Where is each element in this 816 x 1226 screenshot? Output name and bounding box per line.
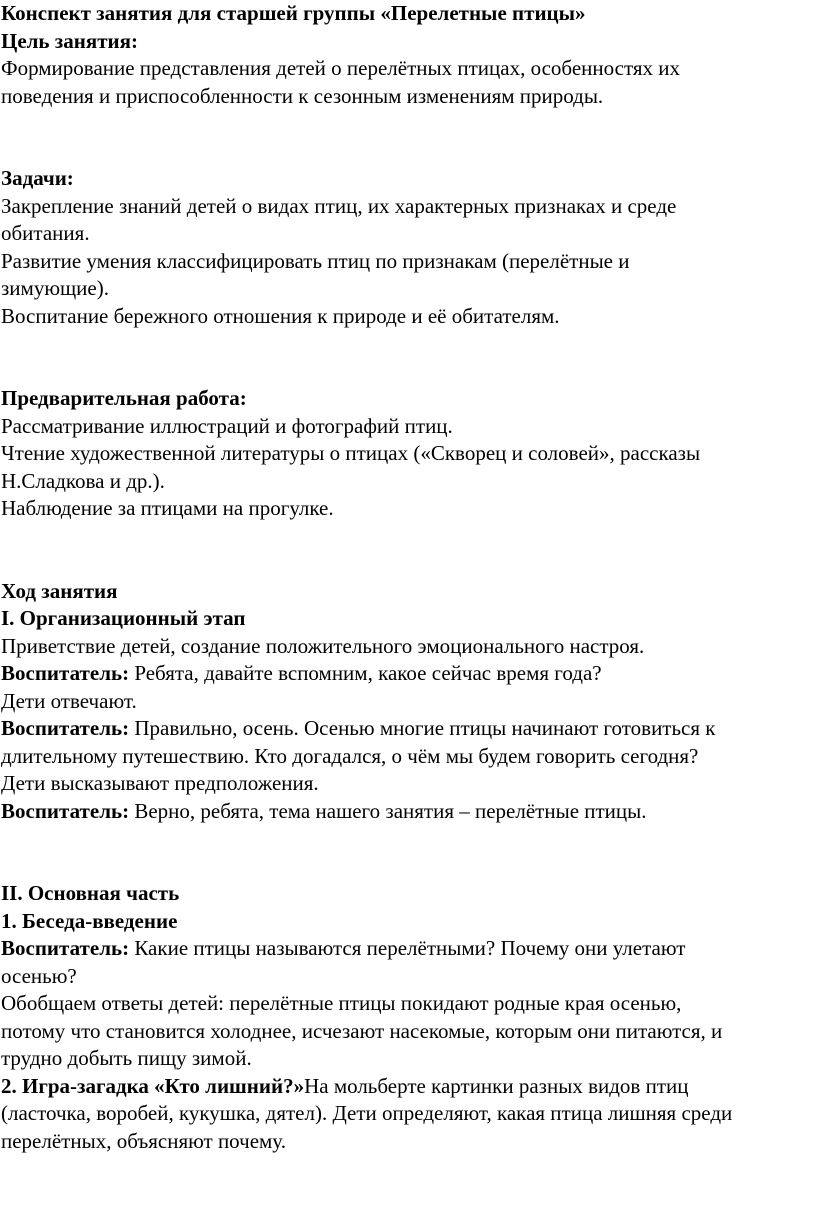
stage1-text-line: Приветствие детей, создание положительного эмоционального настроя. xyxy=(1,633,645,658)
speaker-label: Воспитатель: xyxy=(1,661,130,685)
stage1-text-line: длительному путешествию. Кто догадался, о чём мы будем говорить сегодня? xyxy=(1,743,699,768)
spacer xyxy=(1,825,813,880)
stage2-text-line: осенью? xyxy=(1,963,77,988)
tasks-heading: Задачи: xyxy=(1,166,74,190)
tasks-text-line: Воспитание бережного отношения к природе и её обитателям. xyxy=(1,303,560,328)
dialogue-text: Правильно, осень. Осенью многие птицы начинают готовиться к xyxy=(129,716,716,740)
prep-text-line: Н.Сладкова и др.). xyxy=(1,468,165,493)
prep-text-line: Чтение художественной литературы о птицах («Скворец и соловей», рассказы xyxy=(1,441,701,465)
goal-text-line: поведения и приспособленности к сезонным изменениям природы. xyxy=(1,83,604,108)
dialogue-line xyxy=(1,798,813,826)
spacer xyxy=(1,523,813,578)
tasks-text-line: обитания. xyxy=(1,221,90,245)
prep-text-line: Рассматривание иллюстраций и фотографий птиц. xyxy=(1,413,453,438)
spacer xyxy=(1,110,813,165)
stage2-text-line: (ласточка, воробей, кукушка, дятел). Дети определяют, какая птица лишняя среди xyxy=(1,1101,733,1125)
tasks-text-line: Закрепление знаний детей о видах птиц, их характерных признаках и среде xyxy=(1,193,677,218)
stage2-subheading: 1. Беседа-введение xyxy=(1,908,178,933)
game-text: На мольберте картинки разных видов птиц xyxy=(304,1073,689,1098)
stage1-text-line: Дети высказывают предположения. xyxy=(1,771,319,795)
speaker-label: Воспитатель: xyxy=(1,798,130,823)
dialogue-line xyxy=(1,660,813,688)
stage2-heading: II. Основная часть xyxy=(1,881,180,905)
tasks-text-line: Развитие умения классифицировать птиц по признакам (перелётные и xyxy=(1,248,630,273)
spacer xyxy=(1,330,813,385)
stage2-text-line: потому что становится холоднее, исчезают насекомые, которым они питаются, и xyxy=(1,1018,723,1043)
speaker-label: Воспитатель: xyxy=(1,716,130,740)
dialogue-line xyxy=(1,935,813,963)
stage2-text-line: перелётных, объясняют почему. xyxy=(1,1128,286,1153)
dialogue-line xyxy=(1,715,813,743)
dialogue-text: Верно, ребята, тема нашего занятия – перелётные птицы. xyxy=(129,798,647,823)
dialogue-text: Какие птицы называются перелётными? Почему они улетают xyxy=(129,936,686,960)
dialogue-text: Ребята, давайте вспомним, какое сейчас время года? xyxy=(129,661,602,685)
stage2-text-line: трудно добыть пищу зимой. xyxy=(1,1046,252,1070)
document-title: Конспект занятия для старшей группы «Перелетные птицы» xyxy=(1,1,586,25)
stage2-text-line: Обобщаем ответы детей: перелётные птицы покидают родные края осенью, xyxy=(1,991,682,1015)
game-line xyxy=(1,1073,813,1101)
stage2-subheading: 2. Игра-загадка «Кто лишний?» xyxy=(1,1073,305,1098)
speaker-label: Воспитатель: xyxy=(1,936,130,960)
prep-heading: Предварительная работа: xyxy=(1,386,247,410)
tasks-text-line: зимующие). xyxy=(1,276,109,300)
document-page xyxy=(1,0,813,1155)
course-heading: Ход занятия xyxy=(1,578,118,603)
goal-heading: Цель занятия: xyxy=(1,28,138,53)
goal-text-line: Формирование представления детей о перелётных птицах, особенностях их xyxy=(1,56,681,80)
prep-text-line: Наблюдение за птицами на прогулке. xyxy=(1,496,334,520)
stage1-text-line: Дети отвечают. xyxy=(1,688,137,713)
stage1-heading: I. Организационный этап xyxy=(1,606,246,630)
